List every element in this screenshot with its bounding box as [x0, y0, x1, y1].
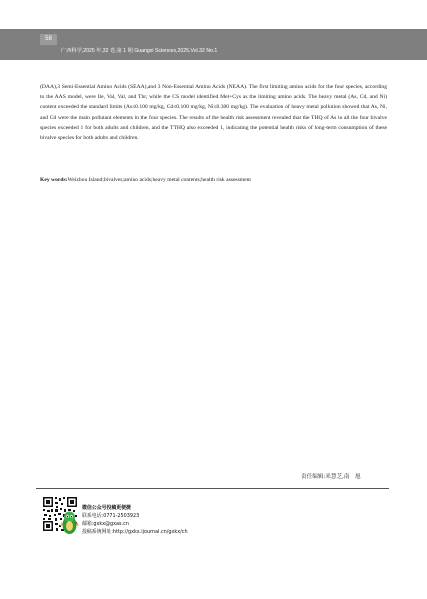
wechat-line: 微信公众号投稿更便捷 — [82, 505, 131, 511]
abstract-text: (DAA),3 Semi-Essential Amino Acids (SEAA),and 3 Non-Essential Amino Acids (NEAA). The first limiting amino acids for the four species, according to the AAS model, were Ile, Val, Val, and Thr, while the CS model identified Met+Cys as the limiting amino acids. The heavy metal (As, Cd, and Ni) content exceeded the standard limits (As≤0.100 mg/kg, Cd≤0.100 mg/kg, Ni≤0.300 mg/kg). The evaluation of heavy metal pollution showed that As, Ni, and Cd were the main pollutant elements in the four species. The results of the health risk assessment revealed that the THQ of As in all the four bivalve species exceeded 1 for both adults and children, and the TTHQ also exceeded 1, indicating the potential health risks of long-term consumption of these bivalve species for both adults and children. — [40, 84, 387, 142]
phone-line: 联系电话:0771-2503923 — [82, 513, 140, 519]
keywords-label: Key words: — [40, 177, 68, 183]
keywords-text: Weizhou Island;bivalves;amino acids;heavy metal contents;health risk assessment — [67, 177, 251, 183]
contact-block — [82, 504, 188, 536]
keywords — [40, 175, 387, 185]
website-line: 投稿系统网址:http://gxkx.ijournal.cn/gxkx/ch — [82, 529, 188, 535]
email-line: 邮箱:gxkx@gxas.cn — [82, 521, 129, 527]
mascot-icon — [60, 510, 79, 535]
editor-credit: 责任编辑:米慧芝,南 旭 — [301, 474, 361, 480]
header-band — [0, 29, 427, 60]
page-number: 58 — [40, 34, 57, 45]
running-head: 广西科学,2025 年,32 卷,第 1 期 Guangxi Sciences,2025,Vol.32 No.1 — [61, 48, 218, 54]
footer-divider — [36, 488, 389, 489]
